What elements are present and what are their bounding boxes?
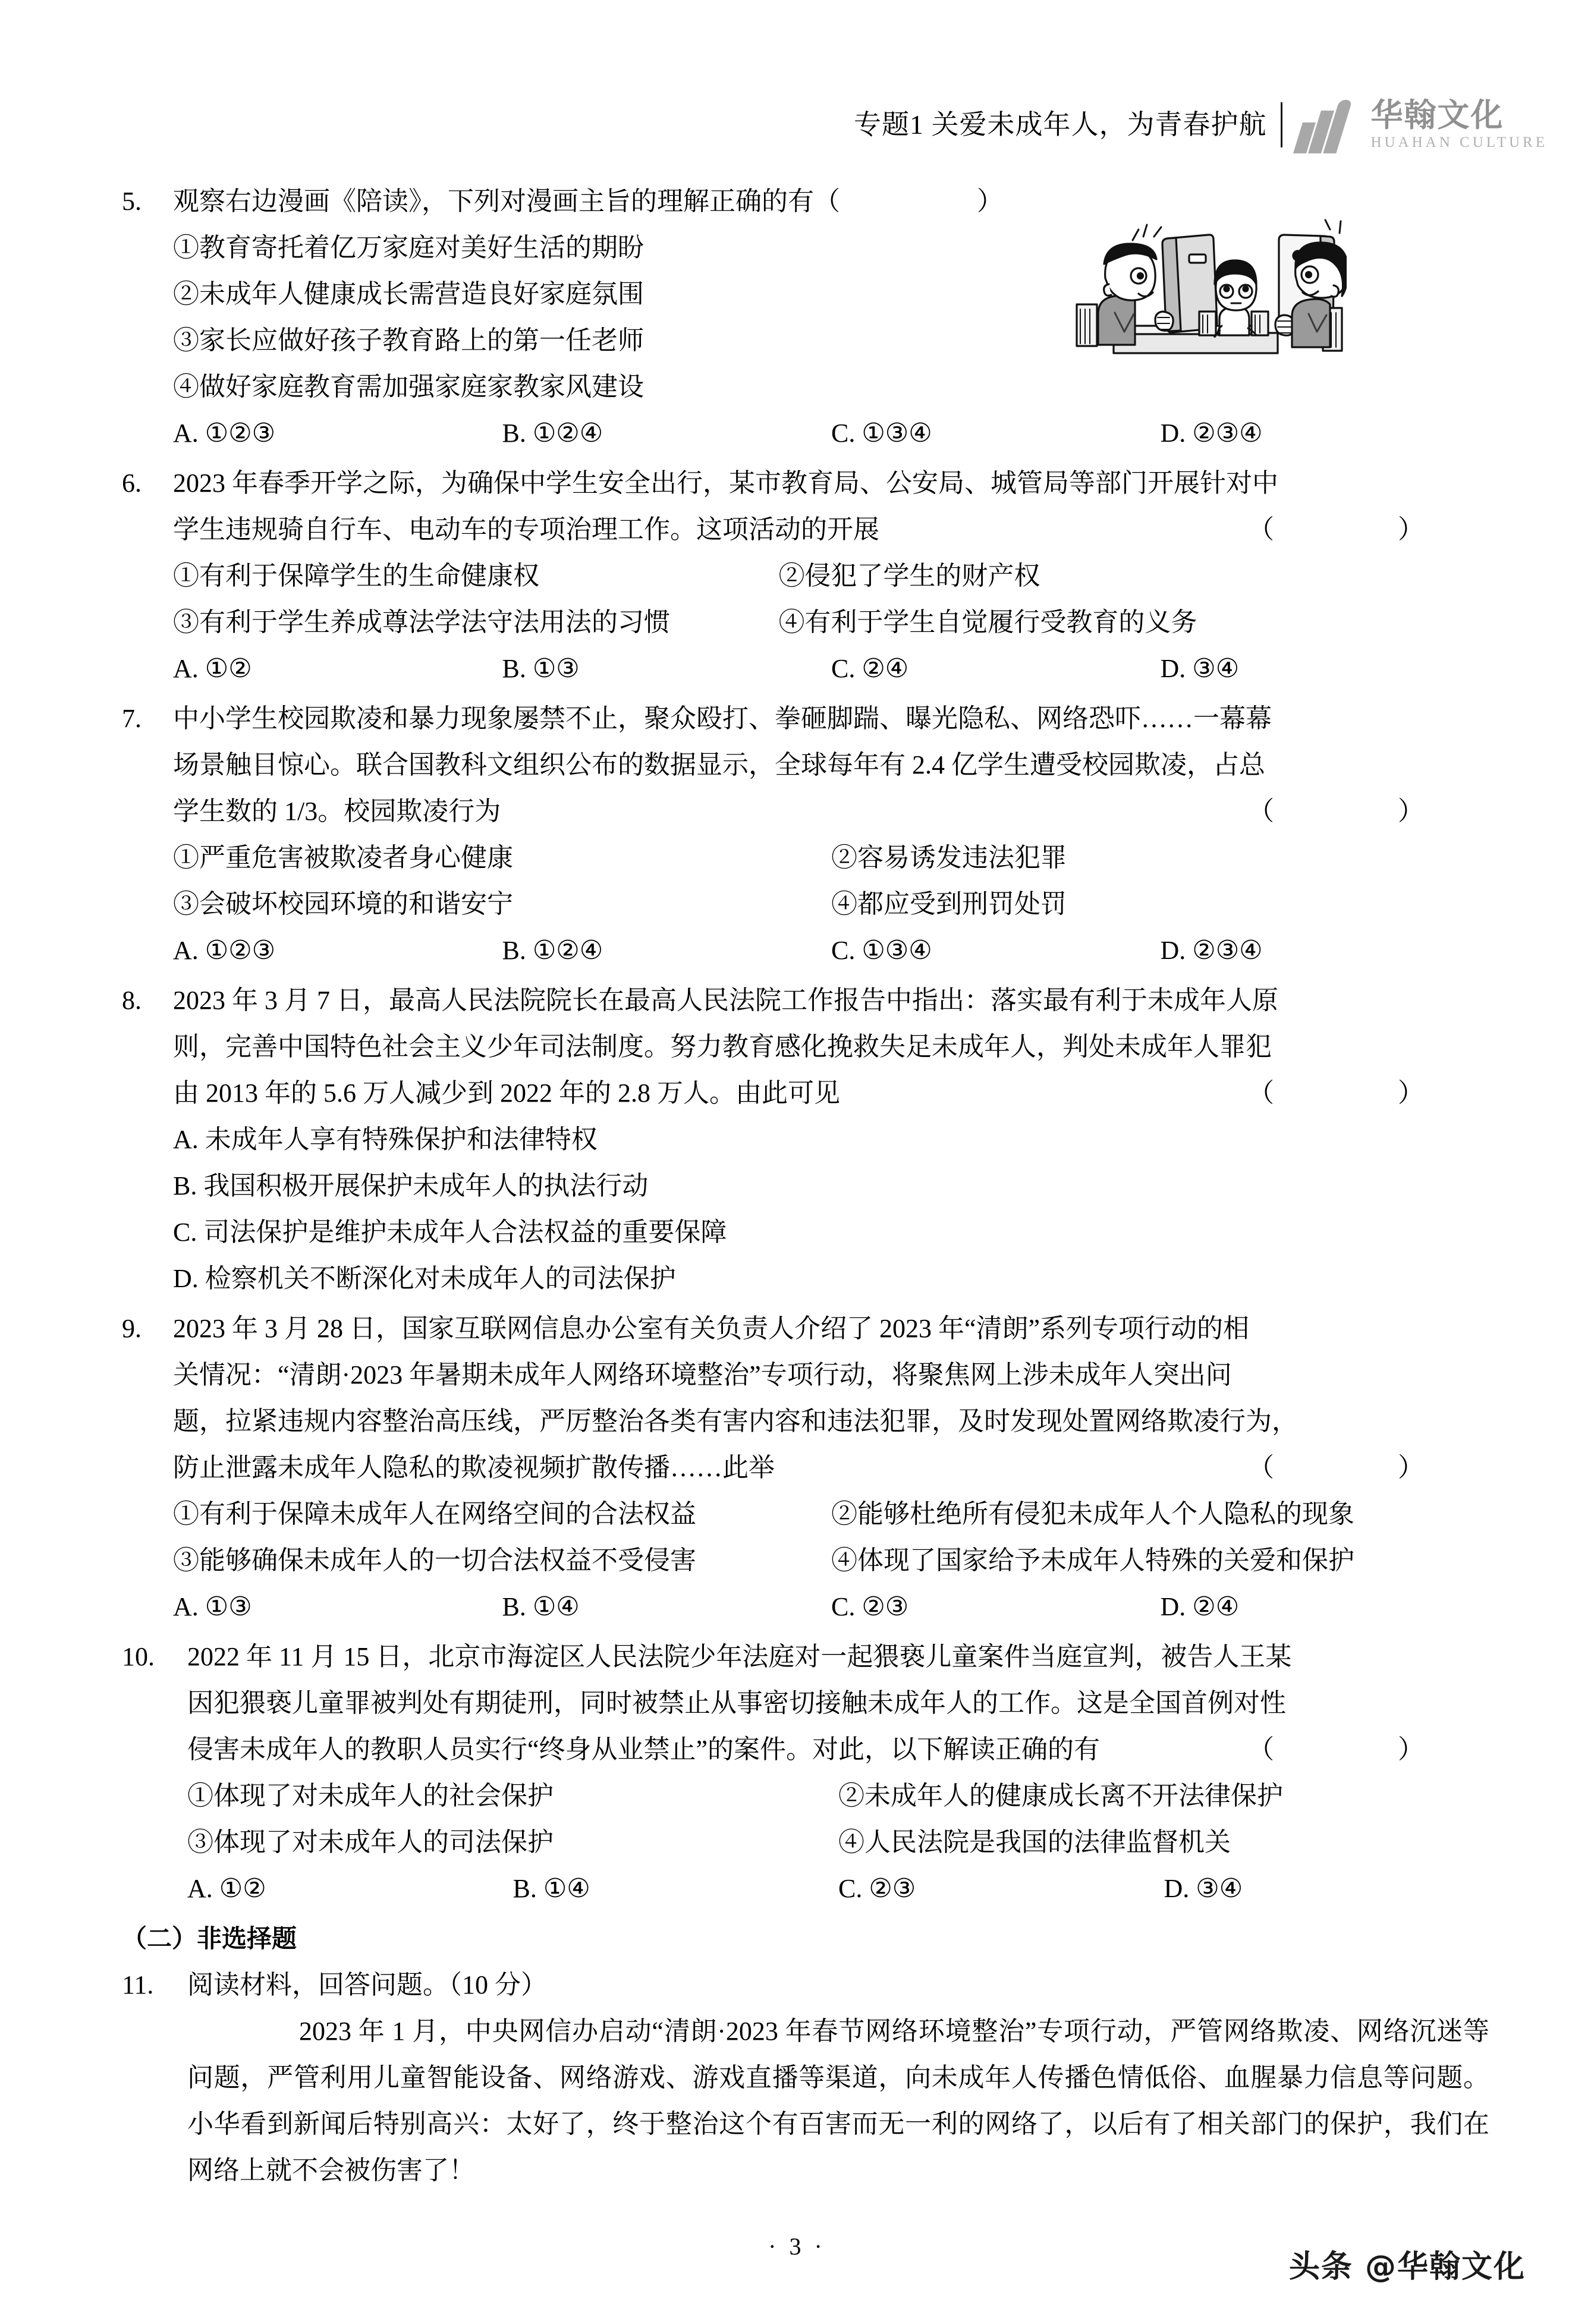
question-7-stem-line3: 学生数的 1/3。校园欺凌行为 (173, 797, 501, 826)
question-7-stem-line1: 中小学生校园欺凌和暴力现象屡禁不止，聚众殴打、拳砸脚踹、曝光隐私、网络恐吓……一幕幕 (173, 704, 1272, 733)
option-d[interactable]: D. ③④ (1164, 1874, 1243, 1903)
statement: ②未成年人的健康成长离不开法律保护 (838, 1781, 1283, 1810)
question-8-options (173, 1117, 1489, 1302)
option-a[interactable]: A. ①②③ (173, 419, 276, 448)
option-a[interactable]: A. ①② (187, 1874, 266, 1903)
statement: ②侵犯了学生的财产权 (778, 561, 1040, 590)
statement: ①有利于保障未成年人在网络空间的合法权益 (173, 1499, 696, 1529)
page-header (854, 89, 1548, 161)
question-5-statements (173, 225, 1489, 410)
question-9-stem-line2: 关情况：“清朗·2023 年暑期未成年人网络环境整治”专项行动，将聚焦网上涉未成年人突出问 (173, 1360, 1232, 1389)
statement: ②未成年人健康成长需营造良好家庭氛围 (173, 279, 644, 309)
option-d[interactable]: D. ②③④ (1160, 936, 1263, 965)
statement: ④做好家庭教育需加强家庭家教家风建设 (173, 372, 644, 401)
statement: ④体现了国家给予未成年人特殊的关爱和保护 (831, 1546, 1354, 1575)
question-5 (122, 178, 1489, 457)
question-5-answer-bracket: ） (847, 187, 1040, 216)
question-8-stem-line2: 则，完善中国特色社会主义少年司法制度。努力教育感化挽救失足未成年人，判处未成年人罪犯 (173, 1032, 1272, 1061)
logo-english-name: HUAHAN CULTURE (1370, 134, 1548, 151)
statement: ④都应受到刑罚处罚 (831, 889, 1067, 919)
question-8 (122, 977, 1489, 1302)
statement: ①有利于保障学生的生命健康权 (173, 561, 539, 590)
option-a[interactable]: A. ①③ (173, 1592, 252, 1621)
option-d[interactable]: D. ②③④ (1160, 419, 1263, 448)
question-6 (122, 460, 1489, 692)
statement: ①教育寄托着亿万家庭对美好生活的期盼 (173, 233, 644, 262)
question-10-options (187, 1866, 1489, 1912)
question-10-answer-bracket: （ ） (1248, 1735, 1461, 1764)
question-9-statements (173, 1491, 1489, 1584)
question-6-statements (173, 553, 1489, 646)
statement: ②容易诱发违法犯罪 (831, 843, 1067, 872)
question-11-number: 11. (122, 1970, 154, 1999)
question-8-stem-line3: 由 2013 年的 5.6 万人减少到 2022 年的 2.8 万人。由此可见 (173, 1078, 840, 1108)
question-11 (122, 1962, 1489, 2194)
option-a[interactable]: A. ①②③ (173, 936, 276, 965)
option-b[interactable]: B. 我国积极开展保护未成年人的执法行动 (173, 1171, 649, 1200)
statement: ③会破坏校园环境的和谐安宁 (173, 889, 513, 919)
option-d[interactable]: D. ③④ (1160, 654, 1240, 683)
question-8-number: 8. (122, 986, 142, 1015)
page-title: 专题1 关爱未成年人，为青春护航 (853, 109, 1267, 140)
publisher-logo (1294, 94, 1548, 156)
question-10 (122, 1634, 1489, 1912)
question-7-statements (173, 835, 1489, 927)
option-c[interactable]: C. 司法保护是维护未成年人合法权益的重要保障 (173, 1218, 727, 1247)
question-9-stem-line4: 防止泄露未成年人隐私的欺凌视频扩散传播……此举 (173, 1453, 775, 1482)
question-6-stem-line2: 学生违规骑自行车、电动车的专项治理工作。这项活动的开展 (173, 515, 879, 544)
question-10-statements (187, 1773, 1489, 1866)
statement: ③家长应做好孩子教育路上的第一任老师 (173, 326, 644, 355)
question-11-material: 2023 年 1 月，中央网信办启动“清朗·2023 年春节网络环境整治”专项行动，严管网络欺凌、网络沉迷等问题，严管利用儿童智能设备、网络游戏、游戏直播等渠道，向未成年人传播色情低俗、血腥暴力信息等问题。小华看到新闻后特别高兴：太好了，终于整治这个有百害而无一利的网络了，以后有了相关部门的保护，我们在网络上就不会被伤害了！ (187, 2017, 1489, 2185)
logo-bars-icon (1294, 94, 1361, 156)
statement: ①体现了对未成年人的社会保护 (187, 1781, 554, 1810)
question-6-stem-line1: 2023 年春季开学之际，为确保中学生安全出行，某市教育局、公安局、城管局等部门开展针对中 (173, 468, 1278, 498)
header-divider (1281, 102, 1282, 147)
question-9-options (173, 1584, 1489, 1630)
question-5-options (173, 410, 1489, 457)
question-8-stem-line1: 2023 年 3 月 7 日，最高人民法院院长在最高人民法院工作报告中指出：落实最有利于未成年人原 (173, 986, 1278, 1015)
option-b[interactable]: B. ①②④ (502, 936, 603, 965)
section-heading-non-choice: （二）非选择题 (122, 1924, 297, 1953)
question-5-stem-line (122, 178, 1489, 225)
statement: ④有利于学生自觉履行受教育的义务 (778, 608, 1197, 637)
question-10-stem-line1: 2022 年 11 月 15 日，北京市海淀区人民法院少年法庭对一起猥亵儿童案件当庭宣判，被告人王某 (187, 1642, 1292, 1671)
option-a[interactable]: A. ①② (173, 654, 252, 683)
logo-chinese-name: 华翰文化 (1370, 96, 1504, 134)
statement: ③有利于学生养成尊法学法守法用法的习惯 (173, 608, 670, 637)
question-7-options (173, 927, 1489, 974)
question-7-number: 7. (122, 704, 142, 733)
question-6-options (173, 646, 1489, 692)
question-9-stem-line3: 题，拉紧违规内容整治高压线，严厉整治各类有害内容和违法犯罪，及时发现处置网络欺凌行为， (173, 1407, 1298, 1436)
question-7 (122, 696, 1489, 974)
question-10-stem-line2: 因犯猥亵儿童罪被判处有期徒刑，同时被禁止从事密切接触未成年人的工作。这是全国首例对性 (187, 1688, 1286, 1718)
option-b[interactable]: B. ①③ (502, 654, 580, 683)
question-5-number: 5. (122, 187, 142, 216)
question-7-answer-bracket: （ ） (1248, 797, 1461, 826)
question-7-stem-line2: 场景触目惊心。联合国教科文组织公布的数据显示，全球每年有 2.4 亿学生遭受校园欺凌，占总 (173, 750, 1265, 779)
question-6-number: 6. (122, 468, 142, 498)
option-c[interactable]: C. ①③④ (831, 936, 932, 965)
page-number: · 3 · (768, 2233, 826, 2260)
watermark: 头条 @华翰文化 (1288, 2249, 1526, 2285)
question-5-stem: 观察右边漫画《陪读》，下列对漫画主旨的理解正确的有（ (173, 187, 840, 216)
question-11-stem: 阅读材料，回答问题。（10 分） (187, 1970, 547, 1999)
statement: ①严重危害被欺凌者身心健康 (173, 843, 513, 872)
question-9-stem-line1: 2023 年 3 月 28 日，国家互联网信息办公室有关负责人介绍了 2023 年“清朗”系列专项行动的相 (173, 1314, 1250, 1343)
option-c[interactable]: C. ②③ (831, 1592, 909, 1621)
question-10-number: 10. (122, 1642, 155, 1671)
option-a[interactable]: A. 未成年人享有特殊保护和法律特权 (173, 1125, 598, 1154)
question-10-stem-line3: 侵害未成年人的教职人员实行“终身从业禁止”的案件。对此，以下解读正确的有 (187, 1735, 1101, 1764)
question-8-answer-bracket: （ ） (1248, 1078, 1461, 1108)
option-b[interactable]: B. ①②④ (502, 419, 603, 448)
option-c[interactable]: C. ②③ (838, 1874, 916, 1903)
option-b[interactable]: B. ①④ (502, 1592, 580, 1621)
option-c[interactable]: C. ①③④ (831, 419, 932, 448)
statement: ④人民法院是我国的法律监督机关 (838, 1828, 1231, 1857)
question-9 (122, 1306, 1489, 1630)
question-6-answer-bracket: （ ） (1248, 515, 1461, 544)
statement: ③体现了对未成年人的司法保护 (187, 1828, 554, 1857)
option-d[interactable]: D. ②④ (1160, 1592, 1240, 1621)
question-9-number: 9. (122, 1314, 142, 1343)
statement: ②能够杜绝所有侵犯未成年人个人隐私的现象 (831, 1499, 1354, 1529)
question-9-answer-bracket: （ ） (1248, 1453, 1461, 1482)
option-d[interactable]: D. 检察机关不断深化对未成年人的司法保护 (173, 1264, 676, 1293)
exam-content (122, 178, 1489, 2197)
option-c[interactable]: C. ②④ (831, 654, 909, 683)
statement: ③能够确保未成年人的一切合法权益不受侵害 (173, 1546, 696, 1575)
option-b[interactable]: B. ①④ (513, 1874, 590, 1903)
